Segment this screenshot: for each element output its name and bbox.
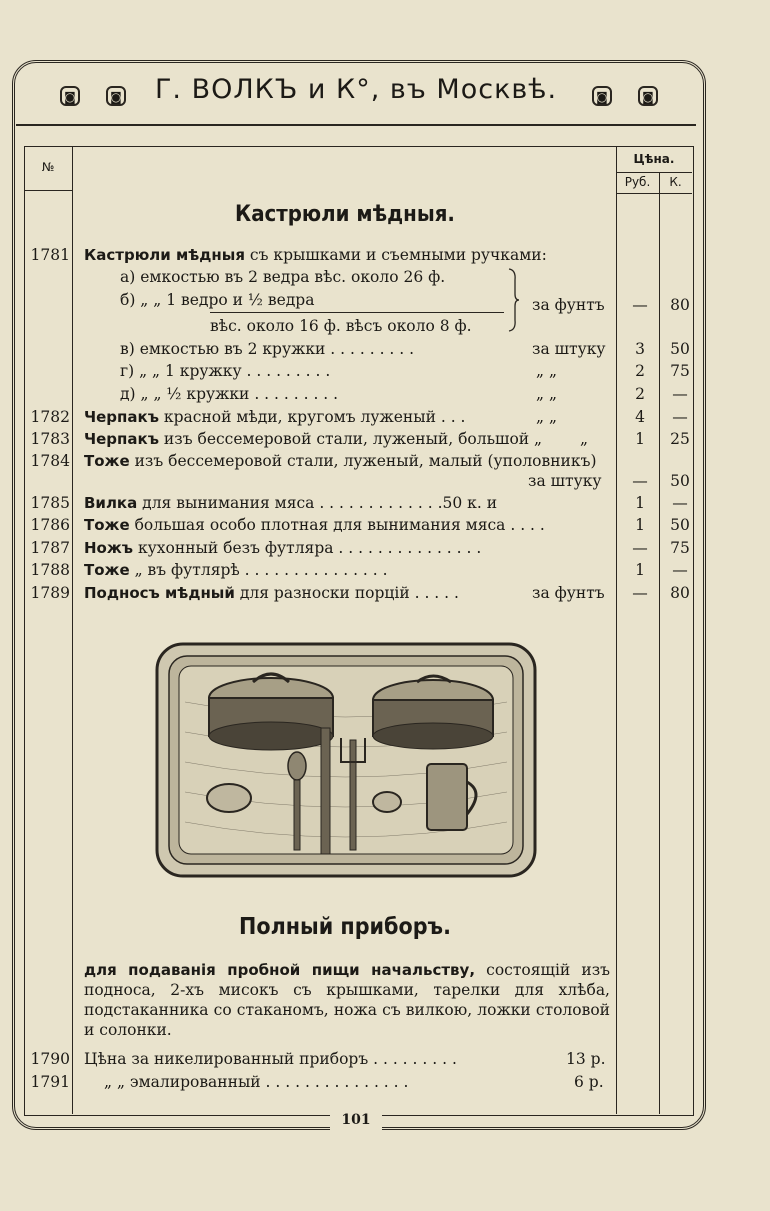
price-rub: — [632,296,648,314]
item-description: Вилка для вынимания мяса . . . . . . . . . . . . .50 к. и [84,494,498,512]
price-kop: 50 [670,472,690,490]
price-rub: 4 [635,408,645,426]
price-kop: 50 [670,340,690,358]
price-kop: 75 [670,362,690,380]
header-rule [616,172,692,173]
item-number: 1786 [30,516,70,534]
item-price: 13 р. [566,1050,606,1068]
price-rub: — [632,584,648,602]
item-unit: „ „ [536,385,557,403]
item-unit: „ „ [536,408,557,426]
header-rule [616,193,692,194]
item-unit: за фунтъ [532,296,605,314]
item-variant: в) емкостью въ 2 кружки . . . . . . . . . [120,340,415,358]
item-description: Тоже изъ бессемеровой стали, луженый, малый (уполовникъ) [84,452,597,470]
price-rub: 1 [635,430,645,448]
item-description: Черпакъ изъ бессемеровой стали, луженый, большой „ [84,430,543,448]
price-rub: — [632,472,648,490]
item-unit: „ „ [536,362,557,380]
item-variant: б) „ „ 1 ведро и ½ ведра [120,291,315,309]
page-number: 101 [330,1112,382,1134]
item-variant: г) „ „ 1 кружку . . . . . . . . . [120,362,331,380]
rub-column-header: Руб. [624,175,651,189]
kop-column-header: К. [669,175,682,189]
item-number: 1790 [30,1050,70,1068]
item-variant: а) емкостью въ 2 ведра вѣс. около 26 ф. [120,268,446,286]
price-rub: 1 [635,516,645,534]
item-description: Тоже „ въ футлярѣ . . . . . . . . . . . . . . . [84,561,388,579]
number-column-header: № [41,160,55,174]
item-variant: д) „ „ ½ кружки . . . . . . . . . [120,385,339,403]
price-rub: 1 [635,494,645,512]
ornament-icon: ◙ [60,86,80,106]
item-number: 1785 [30,494,70,512]
item-description: Цѣна за никелированный приборъ . . . . . . . . . [84,1050,457,1068]
header-rule [24,190,72,191]
price-rub: 3 [635,340,645,358]
price-kop: 80 [670,296,690,314]
item-unit: за штуку [528,472,602,490]
column-divider [72,146,73,1114]
item-price: 6 р. [574,1073,604,1091]
price-kop: — [672,385,688,403]
item-unit: за штуку [532,340,606,358]
rule [210,312,504,313]
price-kop: — [672,494,688,512]
price-rub: — [632,539,648,557]
column-divider [616,146,617,1114]
item-number: 1784 [30,452,70,470]
price-kop: — [672,408,688,426]
price-rub: 2 [635,362,645,380]
price-kop: — [672,561,688,579]
price-kop: 75 [670,539,690,557]
section-description: для подаванія пробной пищи начальству, состоящій изъ подноса, 2-хъ мисокъ съ крышками, тарелки для хлѣба, подстаканника со стаканомъ, ножа съ вилкою, ложки столовой и солонки. [84,961,611,1039]
item-description: Тоже большая особо плотная для вынимания мяса . . . . [84,516,545,534]
ornament-icon: ◙ [638,86,658,106]
serving-tray-illustration [155,642,537,878]
item-number: 1787 [30,539,70,557]
item-number: 1791 [30,1073,70,1091]
price-rub: 1 [635,561,645,579]
item-number: 1789 [30,584,70,602]
ornament-icon: ◙ [106,86,126,106]
item-unit: „ [580,430,589,448]
item-description: Черпакъ красной мѣди, кругомъ луженый . . . [84,408,466,426]
brace-icon [508,268,520,332]
item-number: 1781 [30,246,70,264]
price-kop: 25 [670,430,690,448]
item-number: 1783 [30,430,70,448]
price-kop: 80 [670,584,690,602]
section-title: Полный приборъ. [239,914,451,940]
item-description: „ „ эмалированный . . . . . . . . . . . . . . . [104,1073,409,1091]
item-description: Кастрюли мѣдныя съ крышками и съемными ручками: [84,246,547,264]
page-header-title: Г. ВОЛКЪ и К°, въ Москвѣ. [154,74,558,105]
item-unit: за фунтъ [532,584,605,602]
item-number: 1788 [30,561,70,579]
item-variant: вѣс. около 16 ф. вѣсъ около 8 ф. [210,317,472,335]
section-title: Кастрюли мѣдныя. [235,202,455,227]
price-rub: 2 [635,385,645,403]
price-kop: 50 [670,516,690,534]
price-column-header: Цѣна. [633,152,675,166]
item-description: Ножъ кухонный безъ футляра . . . . . . . . . . . . . . . [84,539,482,557]
item-description: Подносъ мѣдный для разноски порцій . . . . . [84,584,459,602]
ornament-icon: ◙ [592,86,612,106]
item-number: 1782 [30,408,70,426]
